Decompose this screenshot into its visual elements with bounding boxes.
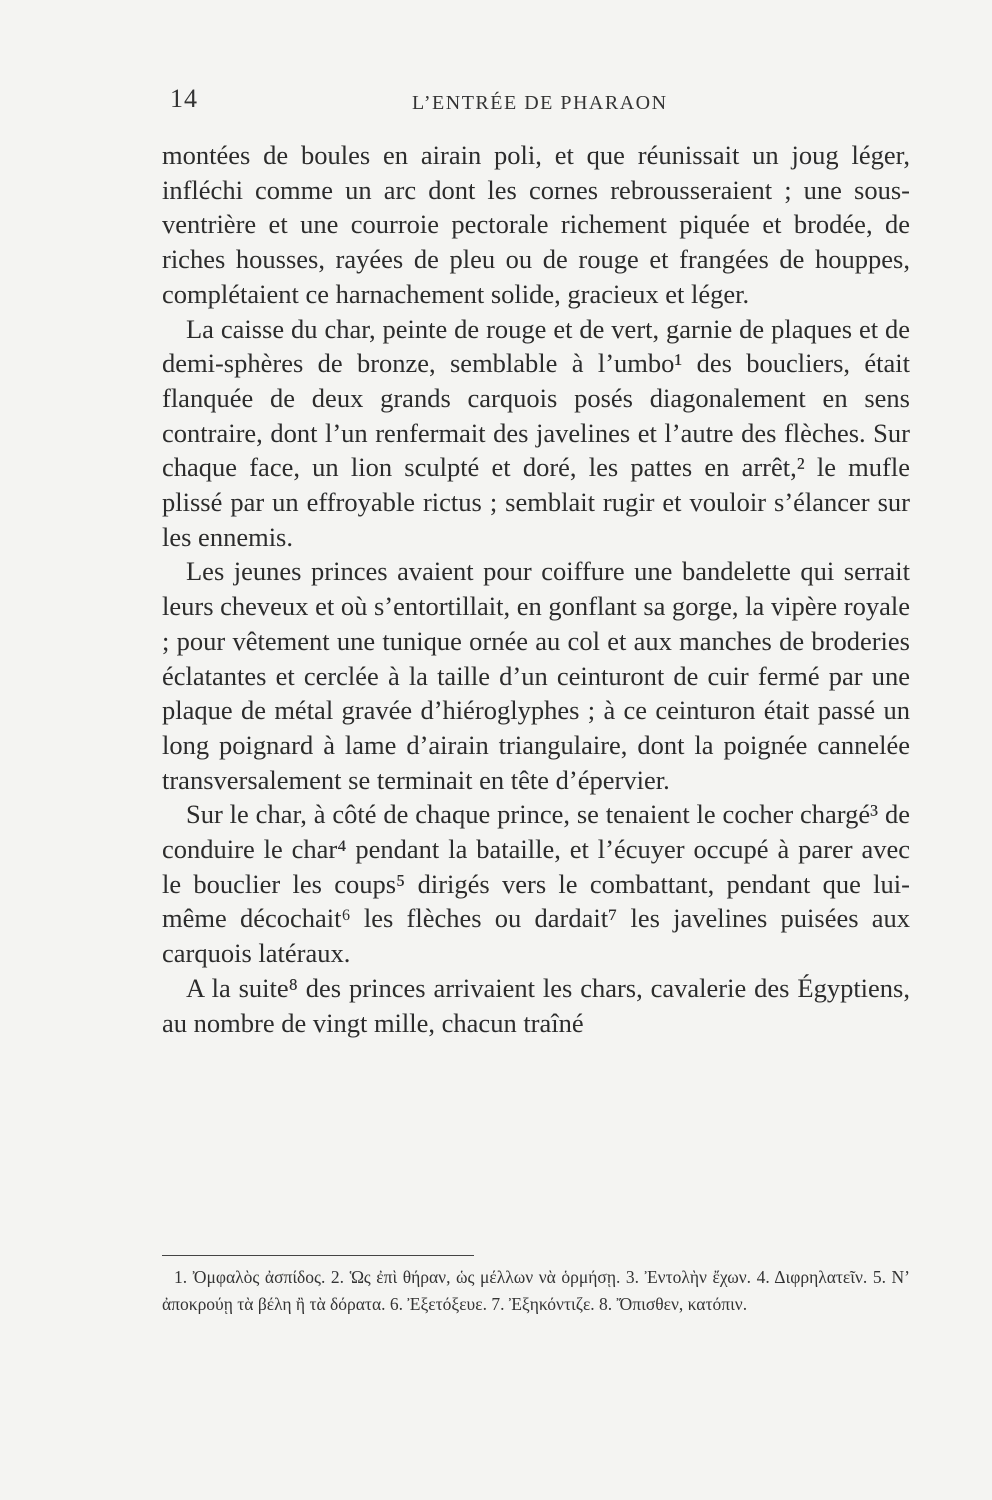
running-head: L’ENTRÉE DE PHARAON [412,92,668,114]
paragraph-1: montées de boules en airain poli, et que réunissait un joug léger, infléchi comme un arc dont les cornes rebrousseraient ; une sous-ventrière et une courroie pectorale richement piquée et brodée, de riches housses, rayées de pleu ou de rouge et frangées de houppes, complétaient ce harnachement solide, gracieux et léger. [162,140,910,309]
footnote-divider [162,1255,474,1256]
page-number: 14 [170,84,198,113]
footnotes: 1. Ὀμφαλὸς ἀσπίδος. 2. Ὡς ἐπὶ θήραν, ὡς μέλλων νὰ ὁρμήσῃ. 3. Ἐντολὴν ἔχων. 4. Διφρηλατεῖν. 5. Ν’ ἀποκρούῃ τὰ βέλη ἢ τὰ δόρατα. 6. Ἐξετόξευε. 7. Ἐξηκόντιζε. 8. Ὄπισθεν, κατόπιν. [162,1267,910,1314]
paragraph-5: A la suite⁸ des princes arrivaient les chars, cavalerie des Égyptiens, au nombre de vingt mille, chacun traîné [162,972,910,1038]
paragraph-4: Sur le char, à côté de chaque prince, se tenaient le cocher chargé³ de conduire le char⁴ pendant la bataille, et l’écuyer occupé à parer avec le bouclier les coups⁵ dirigés vers le combattant, pendant que lui-même décochait⁶ les flèches ou dardait⁷ les javelines puisées aux carquois latéraux. [162,799,910,969]
paragraph-3: Les jeunes princes avaient pour coiffure une bandelette qui serrait leurs cheveux et où s’entortillait, en gonflant sa gorge, la vipère royale ; pour vêtement une tunique ornée au col et aux manches de broderies éclatantes et cerclée à la taille d’un ceinturont de cuir fermé par une plaque de métal gravée d’hiéroglyphes ; à ce ceinturon était passé un long poignard à lame d’airain triangulaire, dont la poignée cannelée transversalement se terminait en tête d’épervier. [162,556,910,795]
paragraph-2: La caisse du char, peinte de rouge et de vert, garnie de plaques et de demi-sphères de bronze, semblable à l’umbo¹ des boucliers, était flanquée de deux grands carquois posés diagonalement en sens contraire, dont l’un renfermait des javelines et l’autre des flèches. Sur chaque face, un lion sculpté et doré, les pattes en arrêt,² le mufle plissé par un effroyable rictus ; semblait rugir et vouloir s’élancer sur les ennemis. [162,313,910,552]
body-text [162,138,910,1040]
